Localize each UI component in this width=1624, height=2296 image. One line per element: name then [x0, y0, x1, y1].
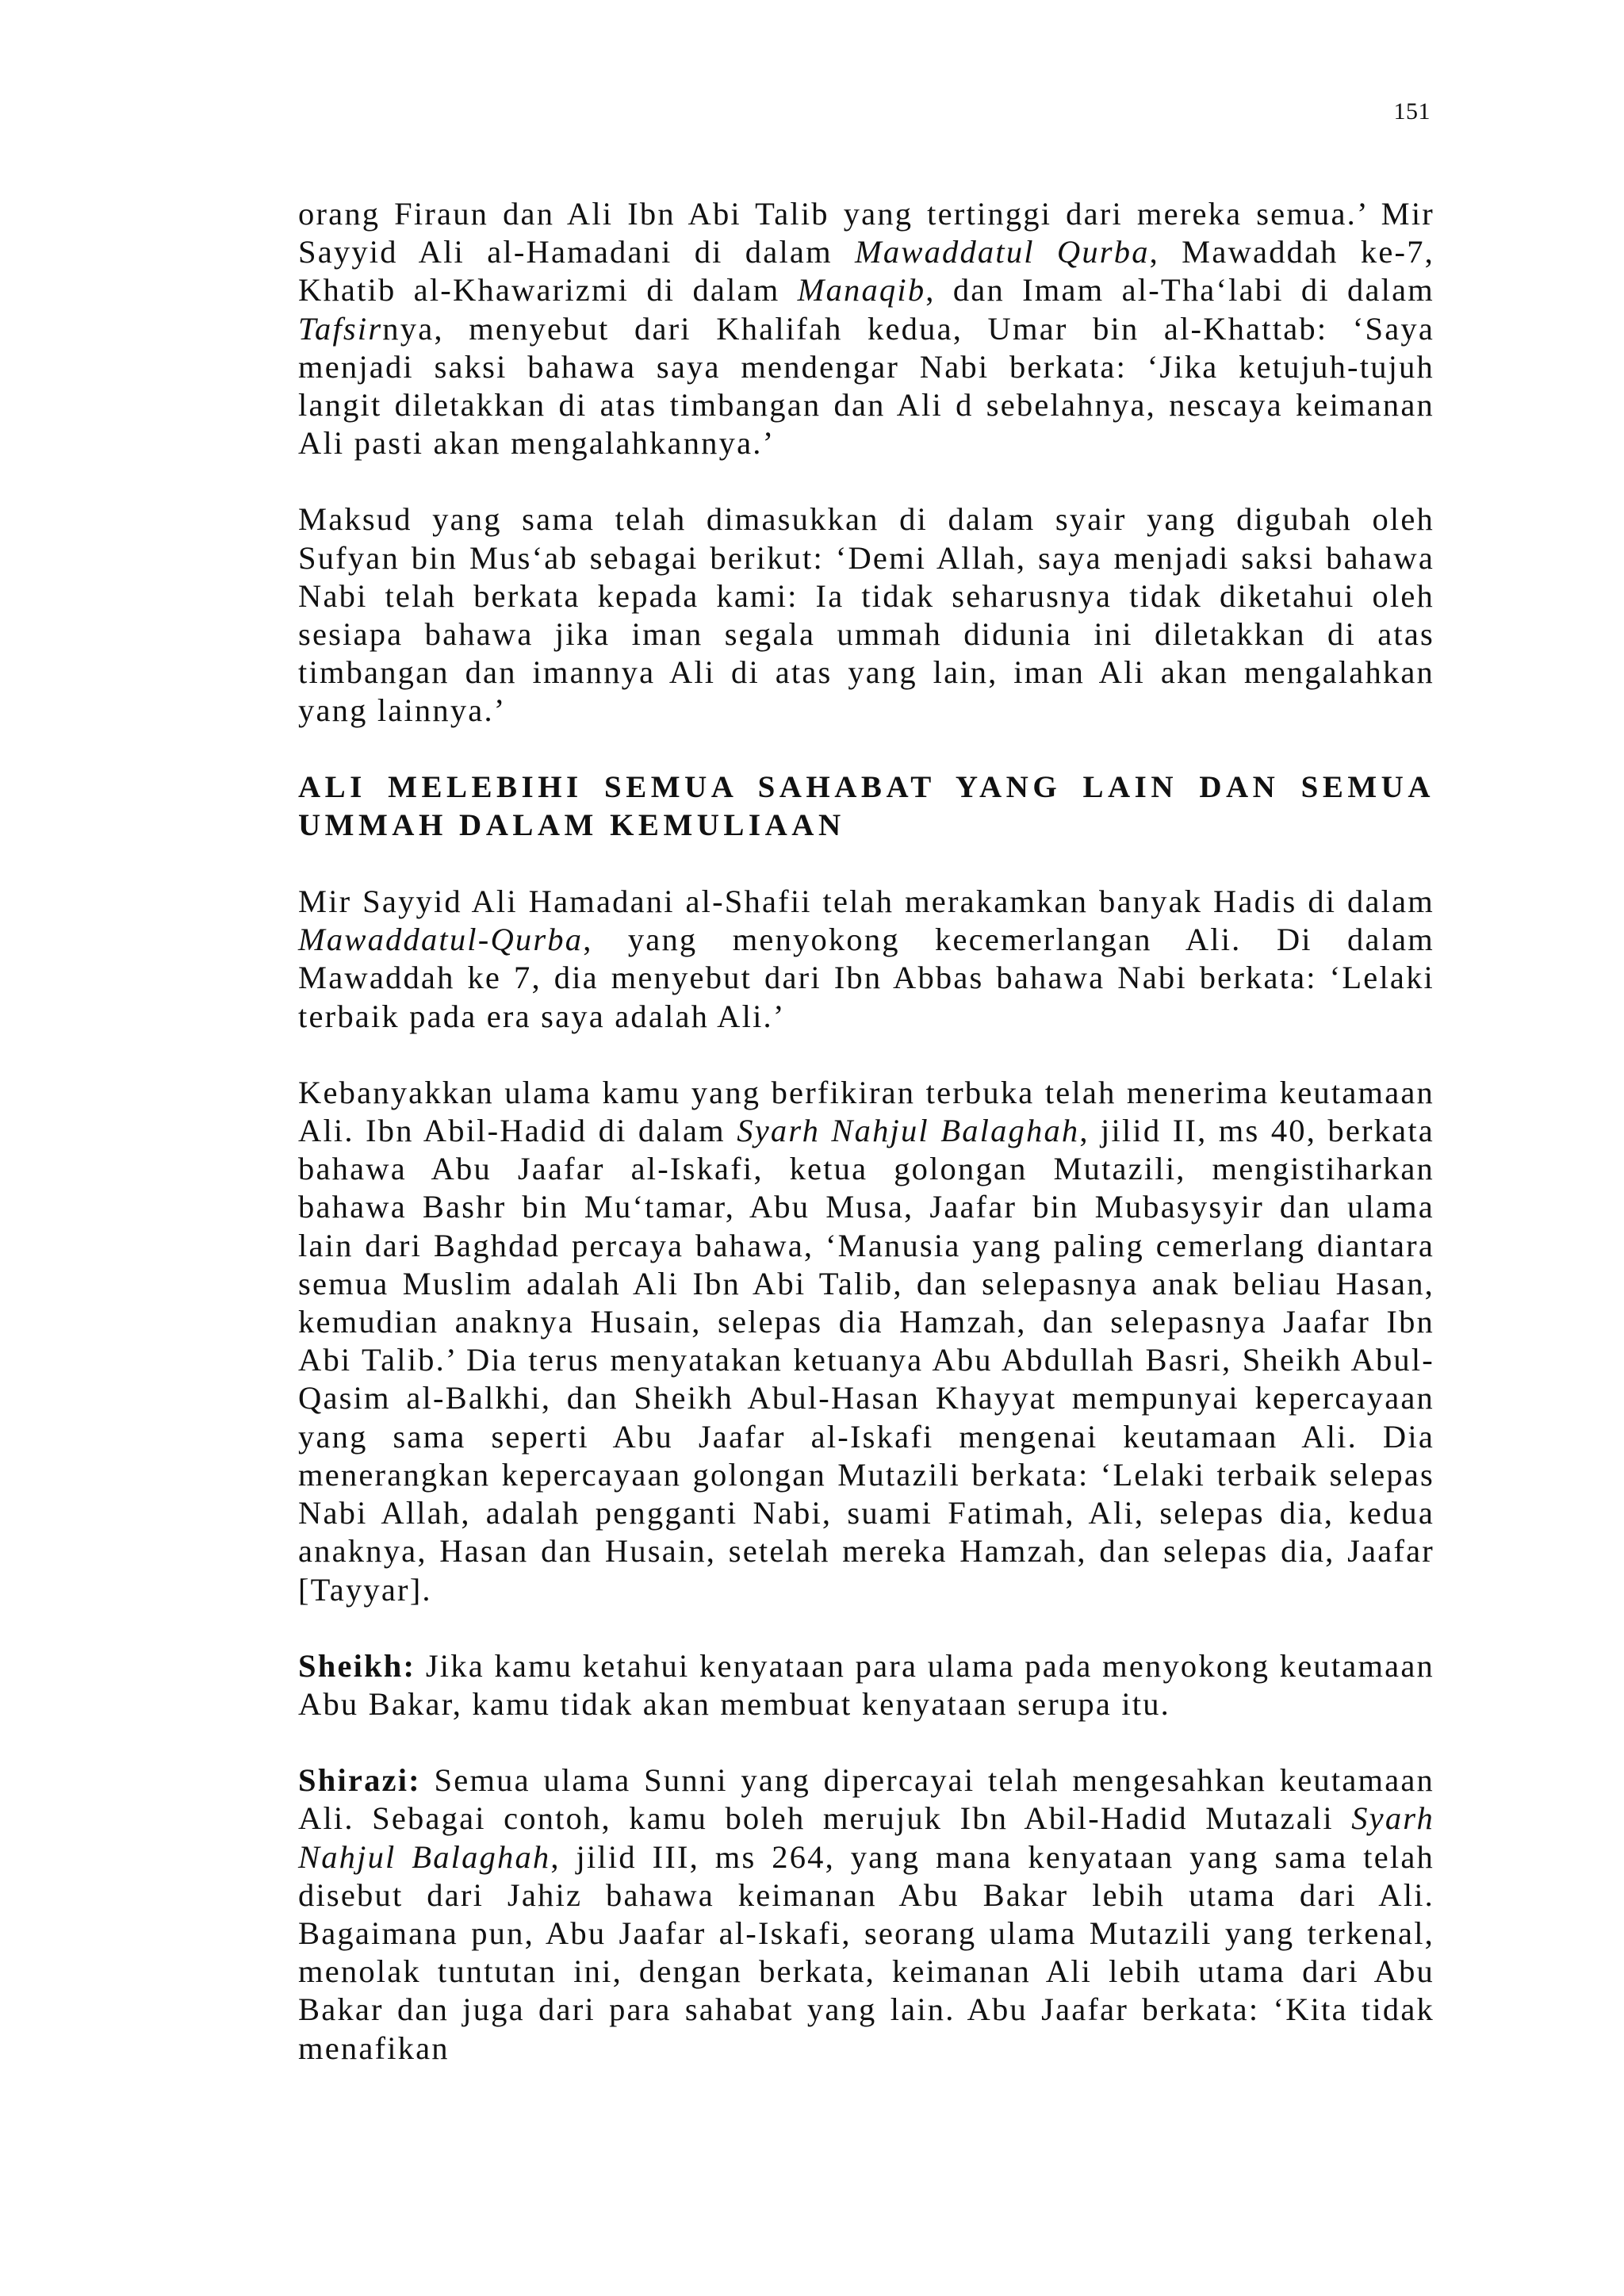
paragraph-4	[298, 1074, 1434, 1609]
paragraph-6	[298, 1761, 1434, 2068]
paragraph-3-text-a: Mir Sayyid Ali Hamadani al-Shafii telah merakamkan banyak Hadis di dalam	[298, 884, 1434, 920]
paragraph-1	[298, 195, 1434, 462]
page-number: 151	[1393, 98, 1431, 125]
paragraph-5	[298, 1647, 1434, 1723]
speaker-label-shirazi: Shirazi:	[298, 1762, 421, 1799]
paragraph-6-text-a: Semua ulama Sunni yang dipercayai telah mengesahkan keutamaan Ali. Sebagai contoh, kamu boleh merujuk Ibn Abil-Hadid Mutazali	[298, 1762, 1434, 1837]
section-heading: ALI MELEBIHI SEMUA SAHABAT YANG LAIN DAN SEMUA UMMAH DALAM KEMULIAAN	[298, 769, 1434, 842]
paragraph-1-title-tafsir: Tafsir	[298, 310, 383, 347]
paragraph-4-text-c: , jilid II, ms 40, berkata bahawa Abu Jaafar al-Iskafi, ketua golongan Mutazili, mengistiharkan bahawa Bashr bin Mu‘tamar, Abu Musa, Jaafar bin Mubasysyir dan ulama lain dari Baghdad percaya bahawa, ‘Manusia yang paling cemerlang diantara semua Muslim adalah Ali Ibn Abi Talib, dan selepasnya anak beliau Hasan, kemudian anaknya Husain, selepas dia Hamzah, dan selepasnya Jaafar Ibn Abi Talib.’ Dia terus menyatakan ketuanya Abu Abdullah Basri, Sheikh Abul-Qasim al-Balkhi, dan Sheikh Abul-Hasan Khayyat mempunyai kepercayaan yang sama seperti Abu Jaafar al-Iskafi mengenai keutamaan Ali. Dia menerangkan kepercayaan golongan Mutazili berkata: ‘Lelaki terbaik selepas Nabi Allah, adalah pengganti Nabi, suami Fatimah, Ali, selepas dia, kedua anaknya, Hasan dan Husain, setelah mereka Hamzah, dan selepas dia, Jaafar [Tayyar].	[298, 1113, 1434, 1608]
paragraph-1-text-g: nya, menyebut dari Khalifah kedua, Umar bin al-Khattab: ‘Saya menjadi saksi bahawa saya mendengar Nabi berkata: ‘Jika ketujuh-tujuh langit diletakkan di atas timbangan dan Ali d sebelahnya, nescaya keimanan Ali pasti akan mengalahkannya.’	[298, 310, 1434, 462]
paragraph-2: Maksud yang sama telah dimasukkan di dalam syair yang digubah oleh Sufyan bin Mus‘ab sebagai berikut: ‘Demi Allah, saya menjadi saksi bahawa Nabi telah berkata kepada kami: Ia tidak seharusnya tidak diketahui oleh sesiapa bahawa jika iman segala ummah didunia ini diletakkan di atas timbangan dan imannya Ali di atas yang lain, iman Ali akan mengalahkan yang lainnya.’	[298, 501, 1434, 729]
paragraph-6-text-c: , jilid III, ms 264, yang mana kenyataan yang sama telah disebut dari Jahiz bahawa keimanan Abu Bakar lebih utama dari Ali. Bagaimana pun, Abu Jaafar al-Iskafi, seorang ulama Mutazili yang terkenal, menolak tuntutan ini, dengan berkata, keimanan Ali lebih utama dari Abu Bakar dan juga dari para sahabat yang lain. Abu Jaafar berkata: ‘Kita tidak menafikan	[298, 1838, 1434, 2066]
paragraph-1-title-manaqib: Manaqib	[797, 272, 926, 309]
paragraph-3-title-mawaddatul-qurba: Mawaddatul-Qurba	[298, 922, 584, 958]
speaker-label-sheikh: Sheikh:	[298, 1647, 416, 1684]
paragraph-1-title-mawaddatul-qurba: Mawaddatul Qurba	[854, 234, 1150, 270]
paragraph-1-text-a: orang Firaun dan Ali Ibn Abi Talib yang tertinggi dari mereka semua.’ Mir Sayyid Ali al-Hamadani di dalam	[298, 196, 1434, 270]
paragraph-6-title-syarh-nahjul-balaghah: Syarh Nahjul Balaghah	[298, 1800, 1434, 1875]
paragraph-4-title-syarh-nahjul-balaghah: Syarh Nahjul Balaghah	[737, 1113, 1080, 1149]
paragraph-5-text: Jika kamu ketahui kenyataan para ulama pada menyokong keutamaan Abu Bakar, kamu tidak akan membuat kenyataan serupa itu.	[298, 1647, 1434, 1722]
paragraph-3	[298, 883, 1434, 1036]
page-body	[298, 195, 1434, 2106]
paragraph-1-text-c: , Mawaddah ke-7, Khatib al-Khawarizmi di dalam	[298, 234, 1434, 309]
paragraph-3-text-c: , yang menyokong kecemerlangan Ali. Di dalam Mawaddah ke 7, dia menyebut dari Ibn Abbas bahawa Nabi berkata: ‘Lelaki terbaik pada era saya adalah Ali.’	[298, 922, 1434, 1034]
paragraph-1-text-e: , dan Imam al-Tha‘labi di dalam	[925, 272, 1434, 309]
paragraph-4-text-a: Kebanyakkan ulama kamu yang berfikiran terbuka telah menerima keutamaan Ali. Ibn Abil-Hadid di dalam	[298, 1074, 1434, 1149]
